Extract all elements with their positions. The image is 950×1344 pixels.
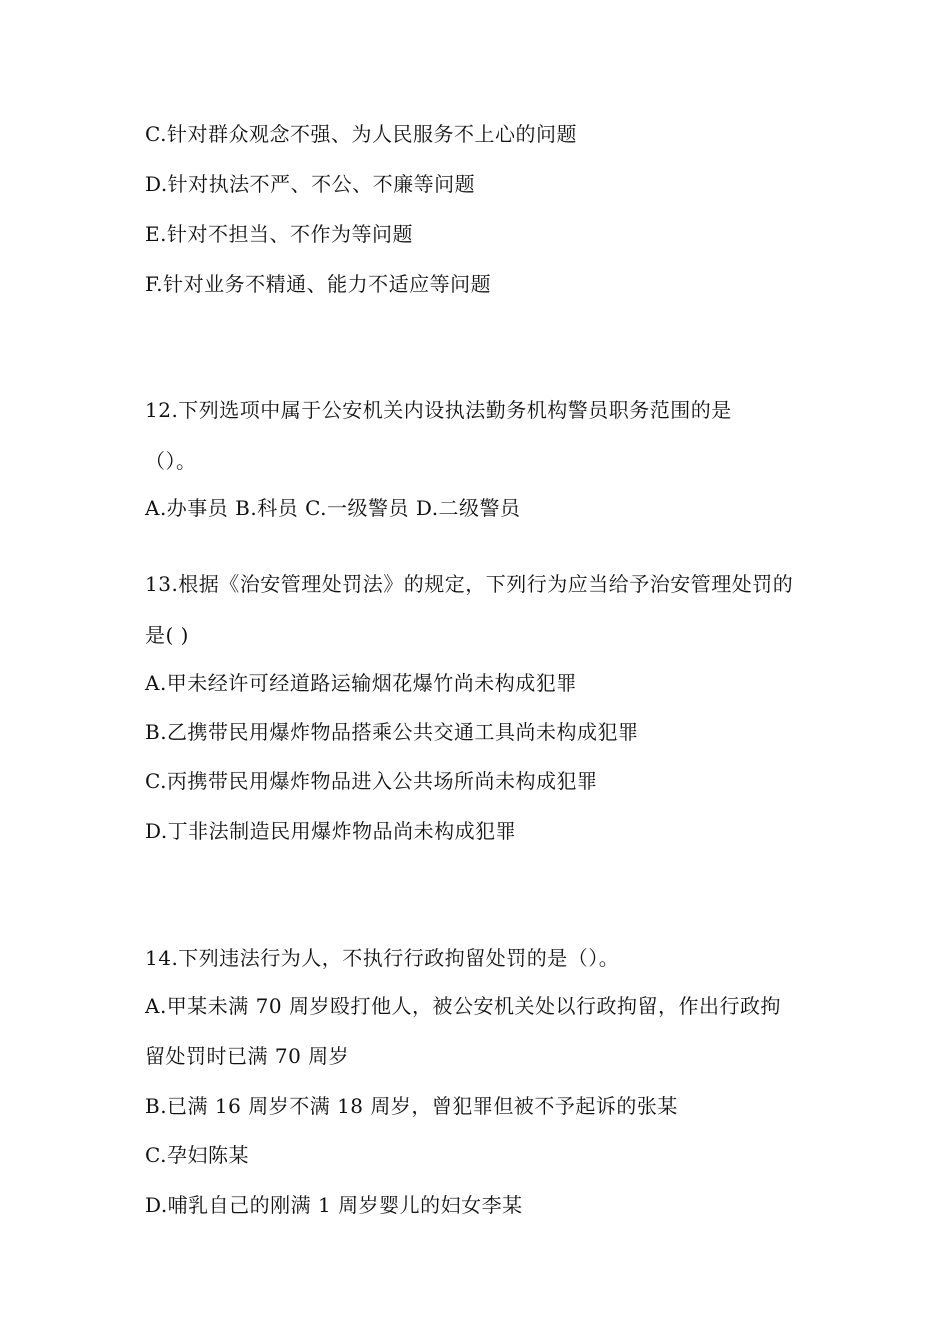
q13-option-c: C.丙携带民用爆炸物品进入公共场所尚未构成犯罪 [145,769,598,793]
q13-option-d: D.丁非法制造民用爆炸物品尚未构成犯罪 [145,819,517,843]
q13-stem-line2: 是( ) [145,623,189,647]
q11-option-d: D.针对执法不严、不公、不廉等问题 [145,172,476,196]
q14-option-b: B.已满 16 周岁不满 18 周岁，曾犯罪但被不予起诉的张某 [145,1094,678,1118]
q14-option-a-line2: 留处罚时已满 70 周岁 [145,1044,350,1068]
q13-option-a: A.甲未经许可经道路运输烟花爆竹尚未构成犯罪 [145,671,577,695]
q12-options: A.办事员 B.科员 C.一级警员 D.二级警员 [145,496,521,520]
q11-option-c: C.针对群众观念不强、为人民服务不上心的问题 [145,122,577,146]
q12-stem-line1: 12.下列选项中属于公安机关内设执法勤务机构警员职务范围的是 [145,398,732,422]
q14-option-a-line1: A.甲某未满 70 周岁殴打他人，被公安机关处以行政拘留，作出行政拘 [145,994,781,1018]
q13-option-b: B.乙携带民用爆炸物品搭乘公共交通工具尚未构成犯罪 [145,720,639,744]
q14-option-c: C.孕妇陈某 [145,1143,249,1167]
q12-stem-line2: （）。 [145,449,197,473]
q11-option-f: F.针对业务不精通、能力不适应等问题 [145,272,492,296]
q13-stem-line1: 13.根据《治安管理处罚法》的规定，下列行为应当给予治安管理处罚的 [145,572,794,596]
q14-stem: 14.下列违法行为人，不执行行政拘留处罚的是（）。 [145,946,620,970]
q14-option-d: D.哺乳自己的刚满 1 周岁婴儿的妇女李某 [145,1193,523,1217]
q11-option-e: E.针对不担当、不作为等问题 [145,222,413,246]
